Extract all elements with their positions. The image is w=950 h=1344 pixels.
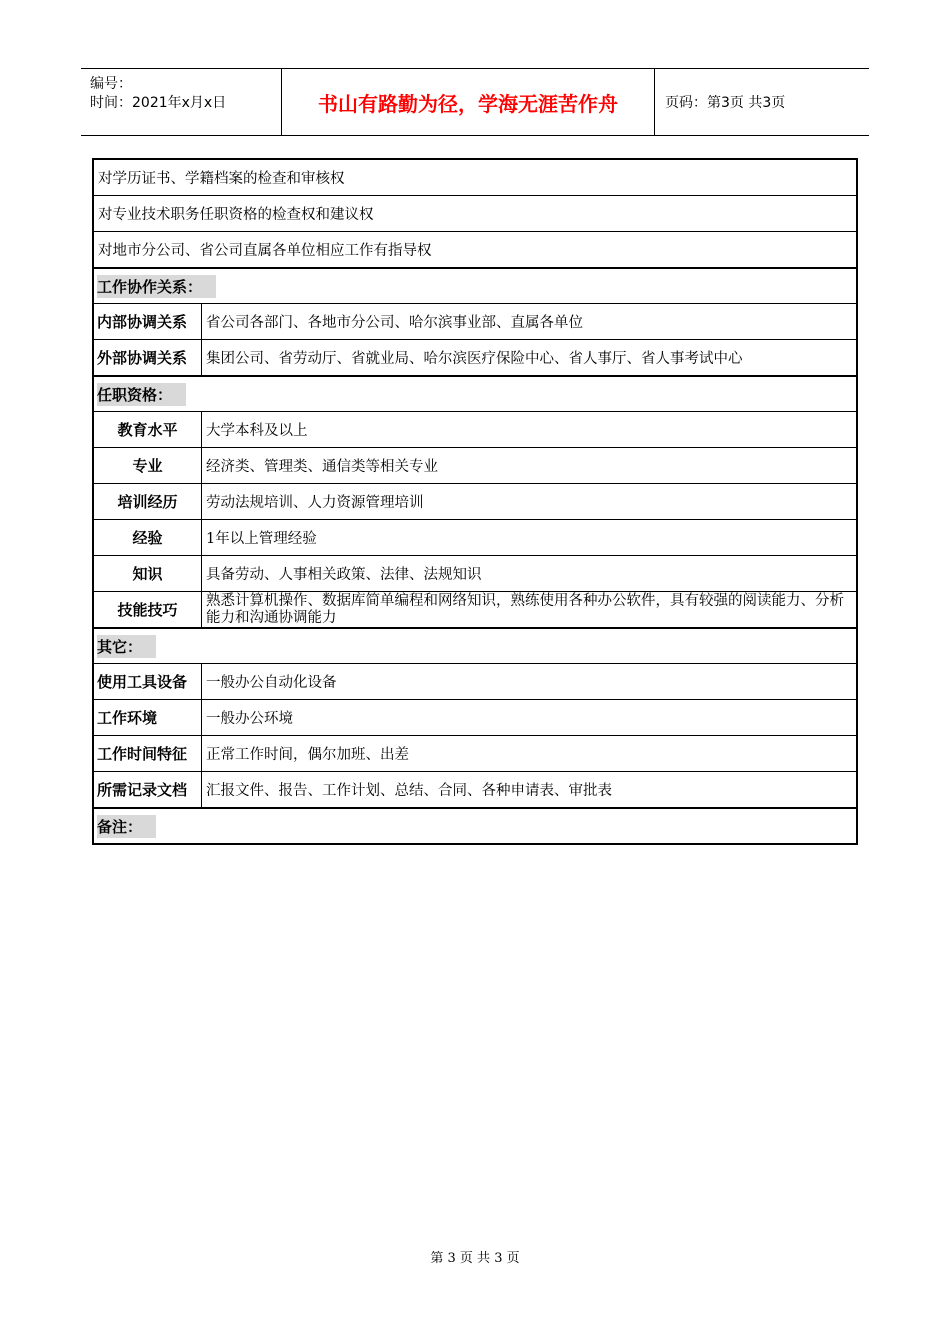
other-value: 正常工作时间，偶尔加班、出差 bbox=[206, 747, 409, 763]
qualification-row bbox=[94, 519, 856, 555]
other-row bbox=[94, 699, 856, 735]
page-footer: 第 3 页 共 3 页 bbox=[430, 1251, 520, 1266]
other-label: 工作时间特征 bbox=[94, 736, 202, 771]
other-row bbox=[94, 663, 856, 699]
other-label: 所需记录文档 bbox=[94, 772, 202, 807]
qualification-row bbox=[94, 483, 856, 519]
external-coordination-label: 外部协调关系 bbox=[94, 340, 202, 375]
qualification-row bbox=[94, 555, 856, 591]
remarks-section-title bbox=[94, 807, 856, 843]
external-coordination-row bbox=[94, 339, 856, 375]
collaboration-title: 工作协作关系： bbox=[97, 275, 216, 298]
qualification-label: 教育水平 bbox=[94, 412, 202, 447]
internal-coordination-row bbox=[94, 303, 856, 339]
internal-coordination-label: 内部协调关系 bbox=[94, 304, 202, 339]
other-value: 汇报文件、报告、工作计划、总结、合同、各种申请表、审批表 bbox=[206, 783, 612, 799]
other-value: 一般办公自动化设备 bbox=[206, 675, 337, 691]
qualification-label: 经验 bbox=[94, 520, 202, 555]
other-label: 使用工具设备 bbox=[94, 664, 202, 699]
external-coordination-value: 集团公司、省劳动厅、省就业局、哈尔滨医疗保险中心、省人事厅、省人事考试中心 bbox=[206, 351, 743, 367]
document-date-label: 时间：2021年x月x日 bbox=[90, 95, 227, 111]
other-title: 其它： bbox=[97, 635, 156, 658]
qualification-value: 经济类、管理类、通信类等相关专业 bbox=[206, 459, 438, 475]
rights-row bbox=[94, 195, 856, 231]
rights-item: 对学历证书、学籍档案的检查和审核权 bbox=[98, 171, 345, 187]
internal-coordination-value: 省公司各部门、各地市分公司、哈尔滨事业部、直属各单位 bbox=[206, 315, 583, 331]
document-number-label: 编号： bbox=[90, 76, 132, 92]
job-description-table bbox=[92, 158, 858, 845]
header-page-number: 页码：第3页 共3页 bbox=[665, 95, 786, 111]
qualifications-title: 任职资格： bbox=[97, 383, 186, 406]
other-value: 一般办公环境 bbox=[206, 711, 293, 727]
qualification-label: 技能技巧 bbox=[94, 592, 202, 627]
qualification-row bbox=[94, 591, 856, 627]
qualification-value: 1年以上管理经验 bbox=[206, 531, 317, 547]
qualification-label: 专业 bbox=[94, 448, 202, 483]
rights-item: 对地市分公司、省公司直属各单位相应工作有指导权 bbox=[98, 243, 432, 259]
remarks-title: 备注： bbox=[97, 815, 156, 838]
other-label: 工作环境 bbox=[94, 700, 202, 735]
rights-row bbox=[94, 160, 856, 195]
qualification-value: 劳动法规培训、人力资源管理培训 bbox=[206, 495, 424, 511]
qualification-label: 培训经历 bbox=[94, 484, 202, 519]
other-row bbox=[94, 735, 856, 771]
qualifications-section-title bbox=[94, 375, 856, 411]
rights-item: 对专业技术职务任职资格的检查权和建议权 bbox=[98, 207, 374, 223]
rights-row bbox=[94, 231, 856, 267]
collaboration-section-title bbox=[94, 267, 856, 303]
page-header bbox=[81, 68, 869, 136]
header-motto: 书山有路勤为径，学海无涯苦作舟 bbox=[282, 69, 655, 135]
qualification-row bbox=[94, 411, 856, 447]
qualification-label: 知识 bbox=[94, 556, 202, 591]
qualification-value: 大学本科及以上 bbox=[206, 423, 308, 439]
other-row bbox=[94, 771, 856, 807]
qualification-row bbox=[94, 447, 856, 483]
header-meta bbox=[81, 69, 282, 135]
other-section-title bbox=[94, 627, 856, 663]
qualification-value: 熟悉计算机操作、数据库简单编程和网络知识，熟练使用各种办公软件，具有较强的阅读能力、分析能力和沟通协调能力 bbox=[206, 592, 844, 626]
qualification-value: 具备劳动、人事相关政策、法律、法规知识 bbox=[206, 567, 482, 583]
